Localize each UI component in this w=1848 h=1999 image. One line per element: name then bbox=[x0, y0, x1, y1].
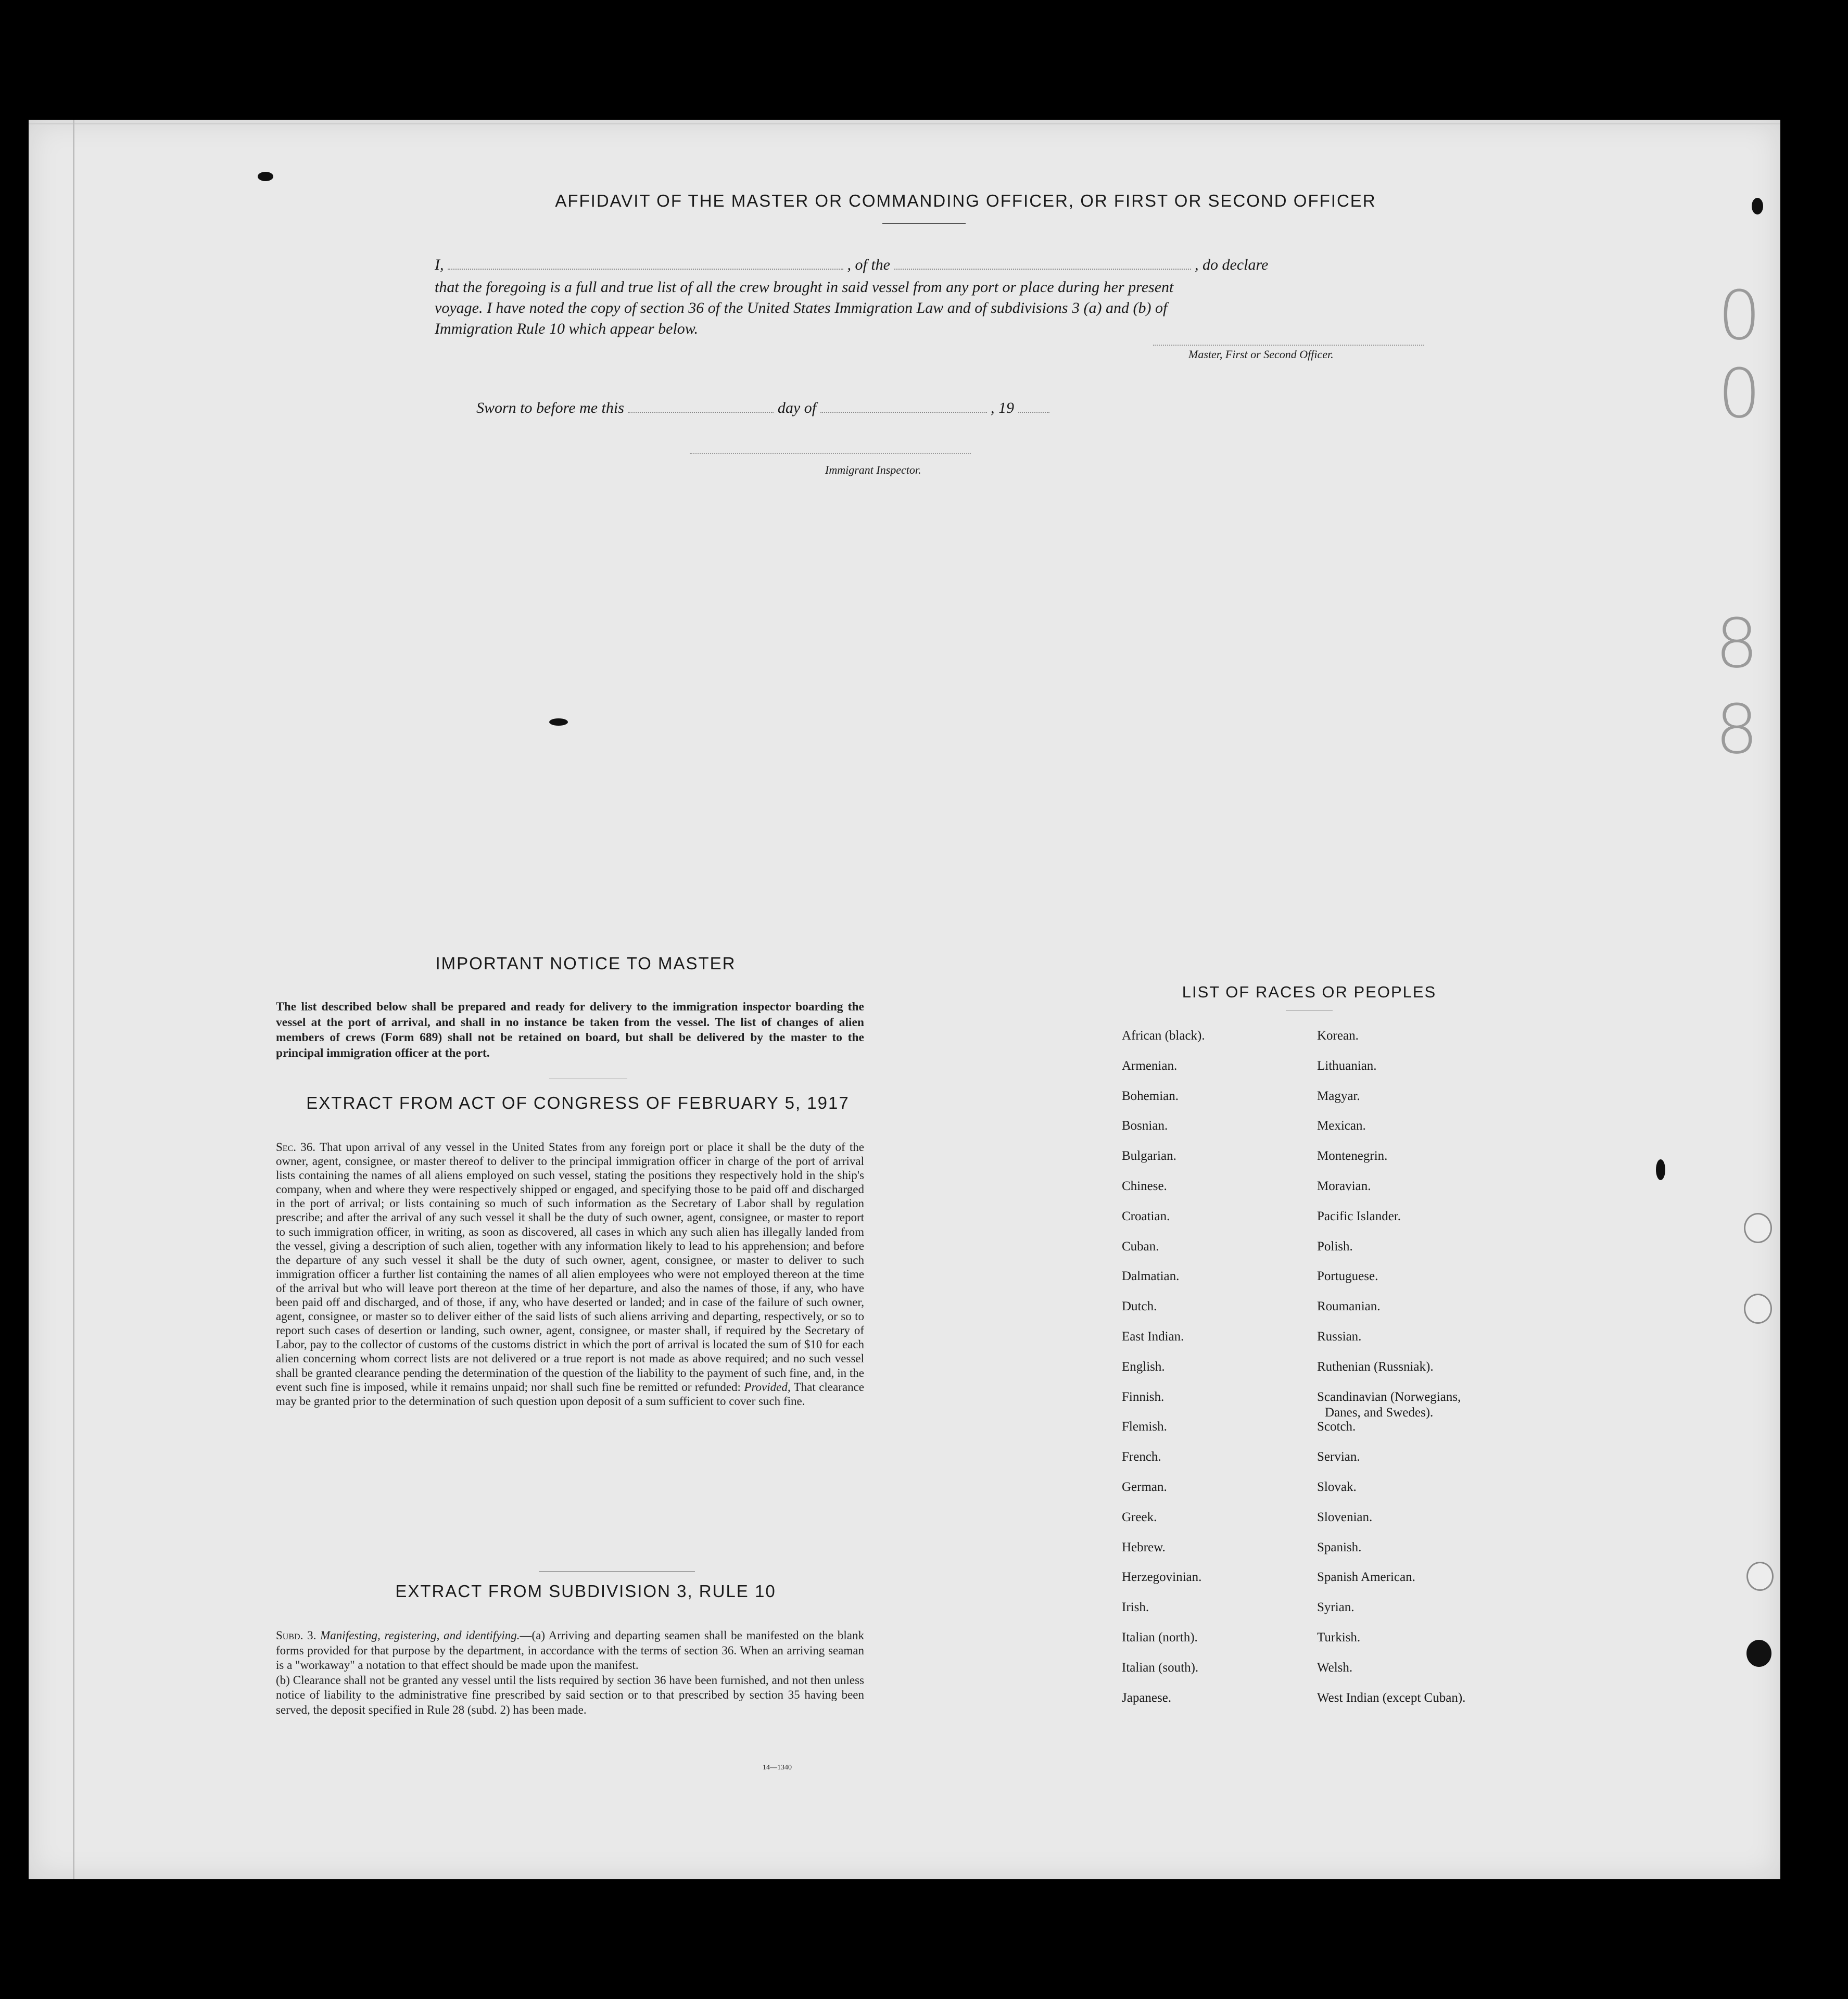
punch-hole bbox=[1746, 1640, 1771, 1667]
folder-mark: 0 bbox=[1718, 354, 1761, 433]
affidavit-title: AFFIDAVIT OF THE MASTER OR COMMANDING OFFICER, OR FIRST OR SECOND OFFICER bbox=[555, 191, 1376, 210]
race-item: Bohemian. bbox=[1122, 1089, 1179, 1103]
race-item: Greek. bbox=[1122, 1510, 1157, 1524]
affidavit-of-the: , of the bbox=[847, 256, 890, 273]
sworn-line bbox=[476, 399, 1101, 417]
race-item: Spanish. bbox=[1317, 1540, 1362, 1554]
race-item: Slovenian. bbox=[1317, 1510, 1373, 1524]
document-page bbox=[29, 120, 1780, 1879]
race-item: French. bbox=[1122, 1450, 1161, 1464]
race-item: Cuban. bbox=[1122, 1239, 1159, 1254]
race-item: Italian (south). bbox=[1122, 1660, 1199, 1675]
race-item: Syrian. bbox=[1317, 1600, 1355, 1615]
ink-smudge bbox=[1752, 198, 1763, 214]
title-underline bbox=[882, 223, 966, 224]
folder-mark: 0 bbox=[1718, 276, 1761, 355]
race-item: Italian (north). bbox=[1122, 1630, 1198, 1644]
race-item: Bulgarian. bbox=[1122, 1149, 1176, 1163]
notice-text: The list described below shall be prepared and ready for delivery to the immigration inspector boarding the vessel at the port of arrival, and shall in no instance be taken from the vessel. The list of changes of alien members of crews (Form 689) shall not be retained on board, but shall be delivered by the master to the principal immigration officer at the port. bbox=[276, 1000, 864, 1060]
race-item: Korean. bbox=[1317, 1029, 1359, 1043]
act-body: That upon arrival of any vessel in the United States from any foreign port or place it shall be the duty of the owner, agent, consignee, or master thereof to deliver to the principal immigration officer in charge of the port of arrival lists containing the names of all aliens employed on such vessel, stating the positions they respectively hold in the ship's company, when and where they were respectively shipped or engaged, and specifying those to be paid off and discharged in the port of arrival; or lists containing so much of such information as the Secretary of Labor shall by regulation prescribe; and after the arrival of any such vessel it shall be the duty of such owner, agent, consignee, or master to report to such immigration officer, in writing, as soon as discovered, all cases in which any such alien has illegally landed from the vessel, giving a description of such alien, together with any information likely to lead to his apprehension; and before the departure of any such vessel it shall be the duty of such owner, agent, consignee, or master to deliver to such immigration officer a further list containing the names of all alien employees who were not employed thereon at the time of the arrival but who will leave port thereon at the time of her departure, and also the names of those, if any, who have been paid off and discharged, and of those, if any, who have deserted or landed; and in case of the failure of such owner, agent, consignee, or master so to deliver either of the said lists of such aliens arriving and departing, respectively, or so to report such cases of desertion or landing, such owner, agent, consignee, or master shall, if required by the Secretary of Labor, pay to the collector of customs of the customs district in which the port of arrival is located the sum of $10 for each alien concerning whom correct lists are not delivered or a true report is not made as above required; and no such vessel shall be granted clearance pending the determination of the question of the liability to the payment of such fine, and, in the event such fine is imposed, while it remains unpaid; nor shall such fine be remitted or refunded: bbox=[276, 1141, 864, 1394]
race-item: Croatian. bbox=[1122, 1209, 1170, 1223]
race-item: Hebrew. bbox=[1122, 1540, 1166, 1554]
form-code: 14—1340 bbox=[763, 1764, 792, 1772]
act-divider bbox=[539, 1571, 695, 1572]
race-item: Armenian. bbox=[1122, 1058, 1178, 1073]
name-blank bbox=[448, 268, 843, 270]
race-item: Finnish. bbox=[1122, 1389, 1165, 1404]
affidavit-line-4: Immigration Rule 10 which appear below. bbox=[435, 320, 699, 337]
affidavit-do-declare: , do declare bbox=[1195, 256, 1269, 273]
left-margin-line bbox=[73, 120, 74, 1879]
folder-mark: 8 bbox=[1715, 604, 1758, 683]
races-title: LIST OF RACES OR PEOPLES bbox=[1182, 983, 1437, 1001]
provided-word: Provided, bbox=[744, 1380, 791, 1394]
punch-hole bbox=[1744, 1213, 1772, 1243]
rule-title: EXTRACT FROM SUBDIVISION 3, RULE 10 bbox=[395, 1582, 776, 1601]
race-item: Portuguese. bbox=[1317, 1269, 1378, 1284]
sworn-day-of: day of bbox=[777, 399, 817, 416]
act-title: EXTRACT FROM ACT OF CONGRESS OF FEBRUARY 5, 1917 bbox=[306, 1093, 850, 1112]
sworn-year: , 19 bbox=[991, 399, 1015, 416]
vessel-blank bbox=[894, 268, 1191, 270]
sworn-year-blank bbox=[1018, 411, 1049, 413]
act-text bbox=[276, 1140, 864, 1408]
race-item: Scandinavian (Norwegians, bbox=[1317, 1389, 1461, 1404]
affidavit-line-2: that the foregoing is a full and true list of all the crew brought in said vessel from any port or place during her present bbox=[435, 279, 1174, 296]
sworn-prefix: Sworn to before me this bbox=[476, 399, 624, 416]
race-item: Montenegrin. bbox=[1317, 1149, 1388, 1163]
race-item: Japanese. bbox=[1122, 1690, 1172, 1705]
race-item: African (black). bbox=[1122, 1029, 1205, 1043]
affidavit-i: I, bbox=[435, 256, 444, 273]
ink-smudge bbox=[1656, 1159, 1665, 1180]
race-item: Spanish American. bbox=[1317, 1570, 1415, 1585]
inspector-signature-caption: Immigrant Inspector. bbox=[825, 463, 921, 476]
affidavit-line-1 bbox=[435, 256, 1445, 274]
race-item: Magyar. bbox=[1317, 1089, 1360, 1103]
race-item: Servian. bbox=[1317, 1450, 1360, 1464]
race-item: Ruthenian (Russniak). bbox=[1317, 1359, 1434, 1374]
notice-title: IMPORTANT NOTICE TO MASTER bbox=[435, 954, 736, 973]
race-item: Polish. bbox=[1317, 1239, 1353, 1254]
race-item: Roumanian. bbox=[1317, 1299, 1381, 1314]
race-item: Flemish. bbox=[1122, 1420, 1167, 1434]
rule-para-b: (b) Clearance shall not be granted any vessel until the lists required by section 36 have been furnished, and not then unless notice of liability to the administrative fine prescribed by said section or to that prescribed by section 35 having been served, the deposit specified in Rule 28 (subd. 2) has been made. bbox=[276, 1673, 864, 1716]
master-signature-line bbox=[1153, 345, 1424, 346]
rule-para-a: —(a) Arriving and departing seamen shall be manifested on the blank forms provided for that purpose by the department, in accordance with the terms of section 36. When an arriving seaman is a "workaway" a notation to that effect should be made upon the manifest. bbox=[276, 1629, 865, 1672]
ink-smudge bbox=[549, 718, 568, 726]
punch-hole bbox=[1744, 1294, 1772, 1324]
race-item: Turkish. bbox=[1317, 1630, 1361, 1644]
race-item: Moravian. bbox=[1317, 1179, 1371, 1193]
race-item: Lithuanian. bbox=[1317, 1058, 1377, 1073]
race-item: West Indian (except Cuban). bbox=[1317, 1690, 1466, 1705]
sworn-day-blank bbox=[628, 411, 774, 413]
master-signature-caption: Master, First or Second Officer. bbox=[1188, 348, 1334, 361]
sworn-month-blank bbox=[820, 411, 987, 413]
sec-label: Sec. 36. bbox=[276, 1141, 316, 1154]
act-body-end: That clearance may be granted prior to the determination of such question upon deposit of a sum sufficient to cover such fine. bbox=[276, 1380, 865, 1408]
inspector-signature-line bbox=[690, 453, 971, 454]
race-item: Scotch. bbox=[1317, 1420, 1356, 1434]
affidavit-line-3: voyage. I have noted the copy of section 36 of the United States Immigration Law and of subdivisions 3 (a) and (b) of bbox=[435, 299, 1168, 317]
top-edge-line bbox=[29, 123, 1780, 124]
folder-mark: 8 bbox=[1715, 690, 1758, 769]
race-item: Dalmatian. bbox=[1122, 1269, 1180, 1284]
race-item: Herzegovinian. bbox=[1122, 1570, 1202, 1585]
ink-smudge bbox=[258, 172, 273, 181]
subd-heading: Manifesting, registering, and identifying. bbox=[320, 1629, 520, 1642]
race-item: Pacific Islander. bbox=[1317, 1209, 1401, 1223]
race-item: Dutch. bbox=[1122, 1299, 1157, 1314]
race-item: Danes, and Swedes). bbox=[1325, 1405, 1434, 1420]
race-item: East Indian. bbox=[1122, 1330, 1184, 1344]
race-item: Mexican. bbox=[1317, 1119, 1366, 1133]
race-item: Chinese. bbox=[1122, 1179, 1167, 1193]
race-item: German. bbox=[1122, 1480, 1167, 1494]
race-item: Irish. bbox=[1122, 1600, 1149, 1615]
race-item: Bosnian. bbox=[1122, 1119, 1168, 1133]
race-item: Slovak. bbox=[1317, 1480, 1357, 1494]
rule-text bbox=[276, 1628, 864, 1717]
punch-hole bbox=[1746, 1562, 1774, 1591]
race-item: Welsh. bbox=[1317, 1660, 1353, 1675]
race-item: Russian. bbox=[1317, 1330, 1362, 1344]
race-item: English. bbox=[1122, 1359, 1165, 1374]
subd-label: Subd. 3. bbox=[276, 1629, 317, 1642]
